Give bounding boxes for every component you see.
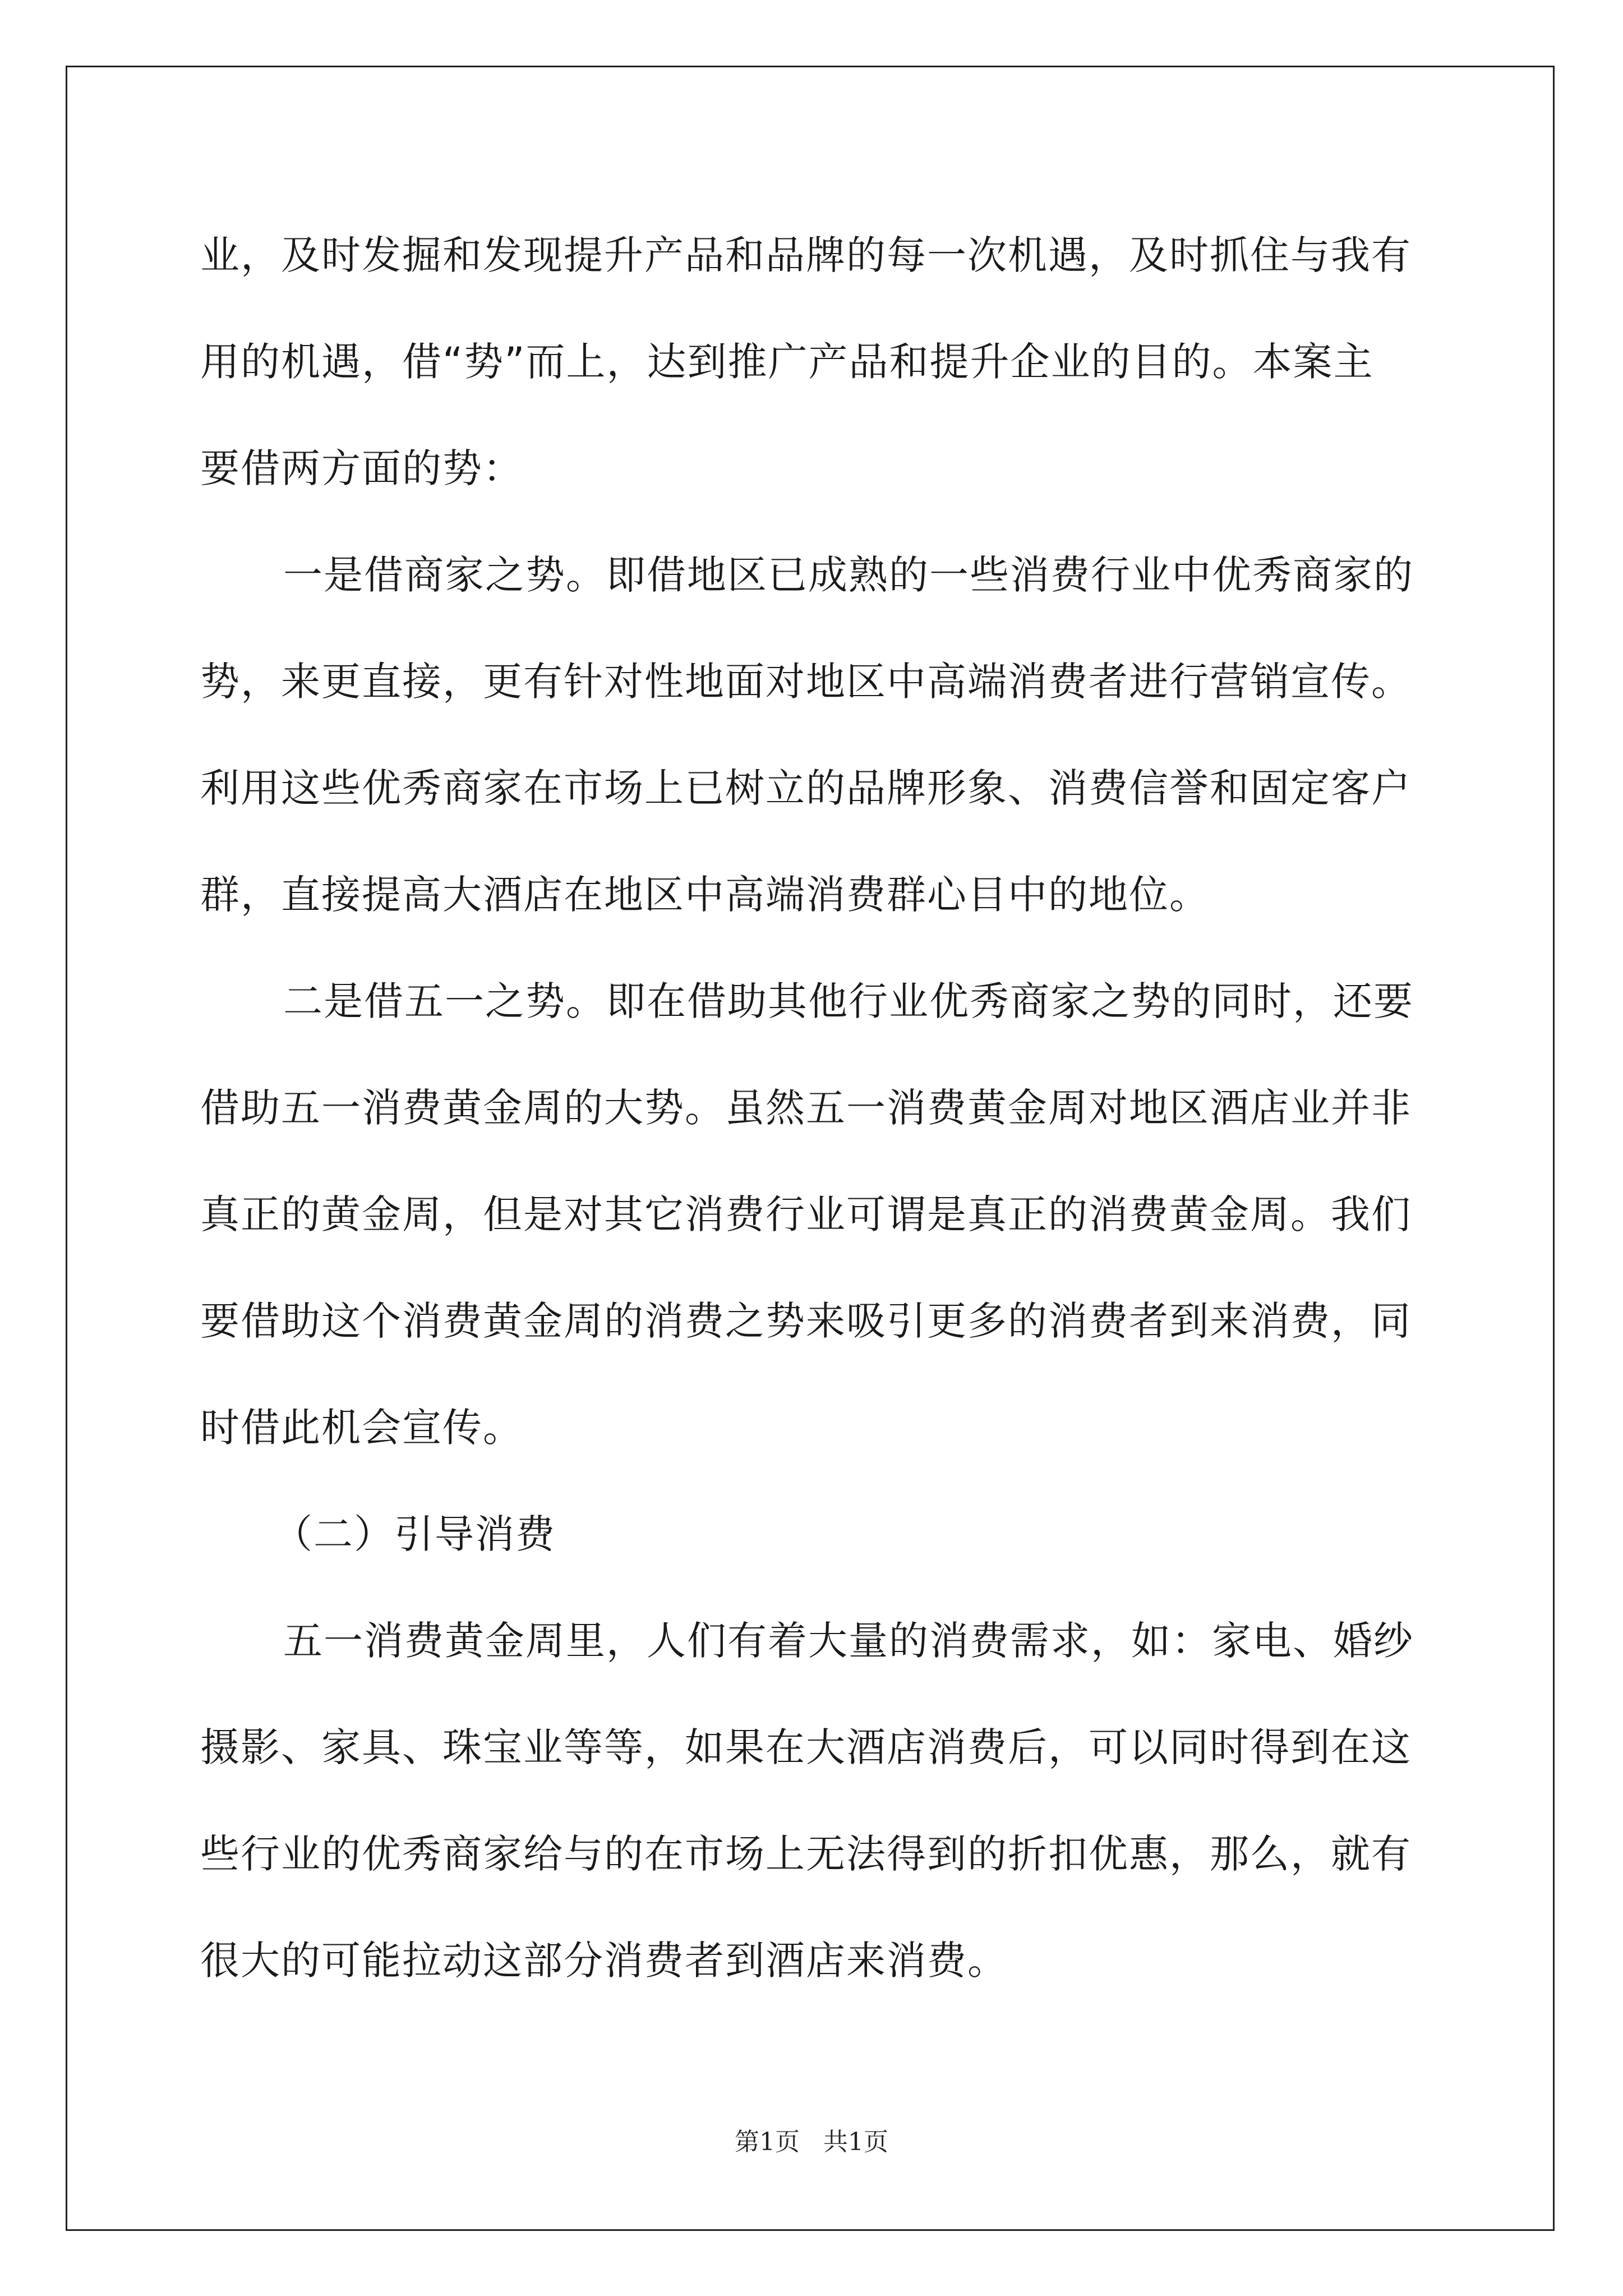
- page-number: 第1页 共1页: [735, 2128, 888, 2156]
- document-body: [200, 202, 1434, 2014]
- text-line: 很大的可能拉动这部分消费者到酒店来消费。: [200, 1938, 1008, 1984]
- text-line: 摄影、家具、珠宝业等等，如果在大酒店消费后，可以同时得到在这: [200, 1724, 1412, 1770]
- text-line: 些行业的优秀商家给与的在市场上无法得到的折扣优惠，那么，就有: [200, 1831, 1412, 1877]
- text-line: 业，及时发掘和发现提升产品和品牌的每一次机遇，及时抓住与我有: [200, 232, 1412, 278]
- text-line: 要借两方面的势：: [200, 445, 523, 491]
- page-footer: [0, 2122, 1623, 2157]
- paragraph-first-line: 五一消费黄金周里，人们有着大量的消费需求，如：家电、婚纱: [283, 1618, 1414, 1664]
- text-line: 借助五一消费黄金周的大势。虽然五一消费黄金周对地区酒店业并非: [200, 1085, 1412, 1131]
- text-line: 时借此机会宣传。: [200, 1405, 523, 1451]
- text-line: 利用这些优秀商家在市场上已树立的品牌形象、消费信誉和固定客户: [200, 765, 1412, 811]
- text-line: 要借助这个消费黄金周的消费之势来吸引更多的消费者到来消费，同: [200, 1298, 1412, 1344]
- text-line: 用的机遇，借“势”而上，达到推广产品和提升企业的目的。本案主: [200, 339, 1374, 385]
- paragraph-first-line: 二是借五一之势。即在借助其他行业优秀商家之势的同时，还要: [283, 978, 1414, 1024]
- section-heading: （二）引导消费: [273, 1511, 556, 1557]
- text-line: 真正的黄金周，但是对其它消费行业可谓是真正的消费黄金周。我们: [200, 1191, 1412, 1237]
- paragraph-first-line: 一是借商家之势。即借地区已成熟的一些消费行业中优秀商家的: [283, 552, 1414, 598]
- text-line: 群，直接提高大酒店在地区中高端消费群心目中的地位。: [200, 872, 1210, 918]
- text-line: 势，来更直接，更有针对性地面对地区中高端消费者进行营销宣传。: [200, 659, 1412, 705]
